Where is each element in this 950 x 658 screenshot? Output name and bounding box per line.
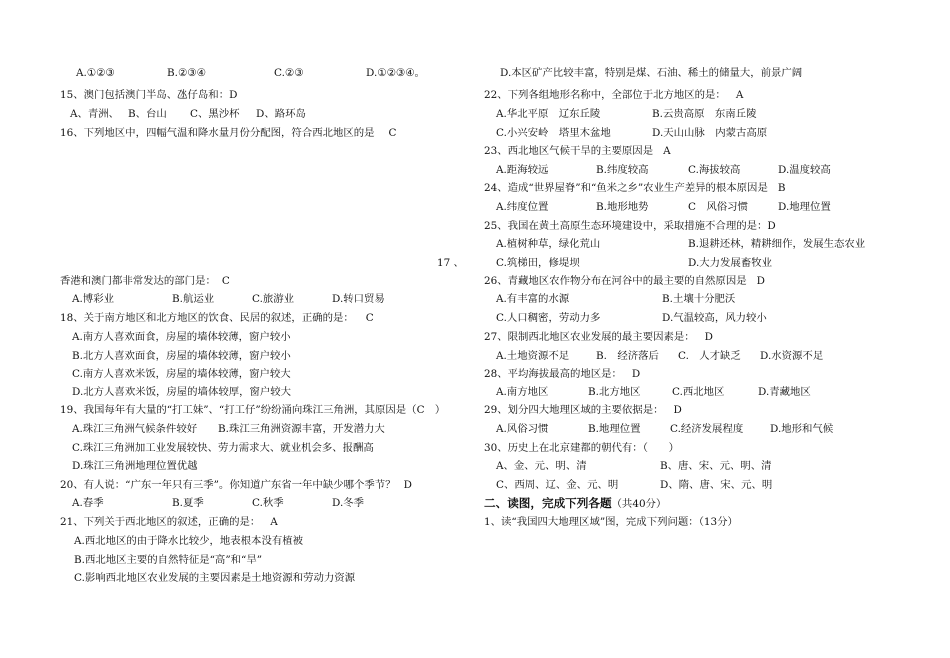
q28-text: 28、平均海拔最高的地区是： — [484, 368, 622, 380]
q25-option-a: A.植树种草，绿化荒山 — [496, 238, 601, 250]
q21-answer: A — [270, 516, 278, 528]
q22-stem — [484, 88, 743, 102]
q19-option-d: D.珠江三角洲地理位置优越 — [72, 460, 198, 472]
q20-stem — [60, 478, 412, 492]
q23-option-a: A.距海较远 — [496, 164, 549, 176]
q22-options-ab — [484, 107, 904, 121]
q26-option-d: D.气温较高，风力较小 — [662, 312, 767, 324]
q25-option-c: C.筑梯田，修堤坝 — [496, 257, 580, 269]
q27-option-b: B. 经济落后 — [596, 350, 659, 362]
q30-option-d: D、隋、唐、宋、元、明 — [660, 479, 773, 491]
q19-options-ab — [72, 422, 462, 436]
q17-text: 香港和澳门都非常发达的部门是： — [60, 275, 216, 287]
q20-option-a: A.春季 — [72, 497, 104, 509]
q22-answer: A — [735, 89, 744, 101]
q30-option-b: B、唐、宋、元、明、清 — [660, 460, 772, 472]
q25-options-ab — [484, 237, 904, 251]
q27-text: 27、限制西北地区农业发展的最主要因素是： — [484, 331, 695, 343]
q17-option-b: B.航运业 — [172, 293, 215, 305]
q27-option-d: D.水资源不足 — [760, 350, 824, 362]
q18-stem — [60, 311, 374, 325]
q16-answer: C — [388, 127, 397, 139]
q22-option-c: C.小兴安岭 塔里木盆地 — [496, 127, 611, 139]
q21-text: 21、下列关于西北地区的叙述，正确的是： — [60, 516, 261, 528]
section-2-score: （共40分） — [611, 498, 667, 510]
q19-stem: 19、我国每年有大量的“打工妹”、“打工仔”纷纷涌向珠江三角洲，其原因是（C ） — [60, 404, 446, 416]
q25-option-b: B.退耕还林，精耕细作，发展生态农业 — [688, 238, 866, 250]
q28-option-d: D.青藏地区 — [758, 386, 811, 398]
q23-option-d: D.温度较高 — [778, 164, 831, 176]
q27-option-a: A.土地资源不足 — [496, 350, 570, 362]
q30-stem: 30、历史上在北京建都的朝代有：（ ） — [484, 442, 680, 454]
q24-option-a: A.纬度位置 — [496, 201, 549, 213]
q29-answer: D — [673, 404, 682, 416]
q20-text: 20、有人说：“广东一年只有三季”。你知道广东省一年中缺少哪个季节？ — [60, 479, 396, 491]
section-2-title: 二、读图，完成下列各题 — [484, 496, 612, 510]
q18-option-b: B.北方人喜欢面食，房屋的墙体较薄，窗户较小 — [72, 350, 291, 362]
q22-options-cd — [484, 126, 904, 140]
q18-option-d: D.北方人喜欢米饭，房屋的墙体较厚，窗户较大 — [72, 386, 292, 398]
q30-options-cd — [484, 478, 904, 492]
q23-answer: A — [663, 145, 671, 157]
q24-option-d: D.地理位置 — [778, 201, 831, 213]
q17-option-a: A.博彩业 — [72, 293, 114, 305]
q14-option-c: C.②③ — [274, 67, 304, 79]
q30-option-a: A、金、元、明、清 — [496, 460, 587, 472]
q26-options-ab — [484, 292, 904, 306]
q14-option-d: D.①②③④。 — [366, 67, 425, 79]
q23-options — [484, 163, 904, 177]
q27-option-c: C. 人才缺乏 — [678, 350, 741, 362]
q30-options-ab — [484, 459, 904, 473]
q25-stem: 25、我国在黄土高原生态环境建设中，采取措施不合理的是：D — [484, 220, 776, 232]
q26-option-b: B.土壤十分肥沃 — [662, 293, 736, 305]
q28-stem — [484, 367, 640, 381]
q26-text: 26、青藏地区农作物分布在河谷中的最主要的自然原因是 — [484, 275, 747, 287]
q28-option-c: C.西北地区 — [672, 386, 725, 398]
q23-stem — [484, 144, 671, 158]
q15-option-d: D、路环岛 — [256, 108, 306, 120]
q18-answer: C — [365, 312, 374, 324]
q29-option-c: C.经济发展程度 — [670, 423, 744, 435]
q26-option-c: C.人口稠密，劳动力多 — [496, 312, 601, 324]
q25-option-d: D.大力发展畜牧业 — [688, 257, 772, 269]
q23-option-c: C.海拔较高 — [688, 164, 741, 176]
q17-option-c: C.旅游业 — [252, 293, 295, 305]
q17-options — [60, 292, 460, 306]
q17-option-d: D.转口贸易 — [332, 293, 385, 305]
q20-option-d: D.冬季 — [332, 497, 365, 509]
section-2-heading — [484, 496, 666, 512]
q28-options — [484, 385, 904, 399]
q26-answer: D — [756, 275, 765, 287]
q15-option-b: B、台山 — [128, 108, 167, 120]
q14-option-a: A.①②③ — [76, 67, 115, 79]
q21-option-b: B.西北地区主要的自然特征是“高”和“旱” — [74, 554, 263, 566]
q28-answer: D — [631, 368, 641, 380]
q22-option-a: A.华北平原 辽东丘陵 — [496, 108, 601, 120]
q21-stem — [60, 515, 278, 529]
q14-option-b: B.②③④ — [167, 67, 206, 79]
q23-text: 23、西北地区气候干旱的主要原因是 — [484, 145, 654, 157]
q22-option-b: B.云贵高原 东南丘陵 — [652, 108, 757, 120]
q24-stem — [484, 181, 785, 195]
q20-answer: D — [403, 479, 412, 491]
section-2-q1-stem: 1、读“我国四大地理区域”图，完成下列问题：（13分） — [484, 516, 738, 528]
q15-option-a: A、青洲、 — [70, 108, 120, 120]
q24-options — [484, 200, 904, 214]
q26-options-cd — [484, 311, 904, 325]
q17-answer: C — [221, 275, 230, 287]
q22-text: 22、下列各组地形名称中，全部位于北方地区的是： — [484, 89, 726, 101]
q17-stem — [60, 274, 230, 288]
q24-text: 24、造成“世界屋脊”和“鱼米之乡”农业生产差异的根本原因是 — [484, 182, 768, 194]
q18-text: 18、关于南方地区和北方地区的饮食、民居的叙述，正确的是： — [60, 312, 354, 324]
q23-option-b: B.纬度较高 — [596, 164, 649, 176]
q26-stem — [484, 274, 765, 288]
q17-number: 17 、 — [437, 257, 464, 269]
q21-option-d: D.本区矿产比较丰富，特别是煤、石油、稀土的储量大，前景广阔 — [500, 67, 803, 79]
q28-option-a: A.南方地区 — [496, 386, 549, 398]
q24-answer: B — [777, 182, 786, 194]
q18-option-c: C.南方人喜欢米饭，房屋的墙体较薄，窗户较大 — [72, 368, 291, 380]
q27-options — [484, 349, 904, 363]
q29-text: 29、划分四大地理区域的主要依据是： — [484, 404, 664, 416]
q29-option-b: B.地理位置 — [588, 423, 641, 435]
q20-option-c: C.秋季 — [252, 497, 284, 509]
q21-option-a: A.西北地区的由于降水比较少，地表根本没有植被 — [74, 535, 304, 547]
q29-stem — [484, 403, 682, 417]
q27-answer: D — [704, 331, 713, 343]
q27-stem — [484, 330, 713, 344]
q25-options-cd — [484, 256, 904, 270]
q19-option-b: B.珠江三角洲资源丰富，开发潜力大 — [218, 423, 385, 435]
q15-stem: 15、澳门包括澳门半岛、氹仔岛和：D — [60, 89, 238, 101]
q29-option-d: D.地形和气候 — [770, 423, 834, 435]
q16-text: 16、下列地区中，四幅气温和降水量月份分配图，符合西北地区的是 — [60, 127, 375, 139]
q29-options — [484, 422, 904, 436]
q14-options — [60, 66, 460, 80]
q19-option-a: A.珠江三角洲气候条件较好 — [72, 423, 198, 435]
q20-option-b: B.夏季 — [172, 497, 204, 509]
q30-option-c: C、西周、辽、金、元、明 — [496, 479, 619, 491]
q22-option-d: D.天山山脉 内蒙古高原 — [652, 127, 768, 139]
q24-option-b: B.地形地势 — [596, 201, 649, 213]
q18-option-a: A.南方人喜欢面食，房屋的墙体较薄，窗户较小 — [72, 331, 291, 343]
q15-option-c: C、黑沙杯 — [190, 108, 240, 120]
q21-option-c: C.影响西北地区农业发展的主要因素是土地资源和劳动力资源 — [74, 572, 356, 584]
q15-options — [60, 107, 460, 121]
q29-option-a: A.风俗习惯 — [496, 423, 549, 435]
q26-option-a: A.有丰富的水源 — [496, 293, 570, 305]
q19-option-c: C.珠江三角洲加工业发展较快、劳力需求大、就业机会多、报酬高 — [72, 442, 374, 454]
q28-option-b: B.北方地区 — [588, 386, 641, 398]
q20-options — [60, 496, 460, 510]
q24-option-c: C 风俗习惯 — [688, 201, 748, 213]
q16-stem — [60, 126, 397, 140]
